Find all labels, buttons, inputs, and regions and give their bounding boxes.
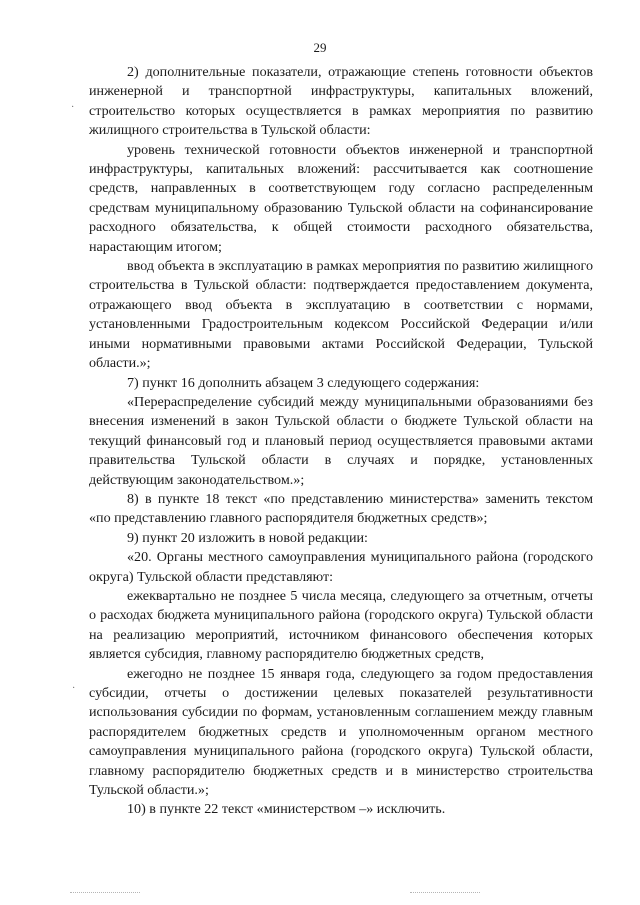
paragraph-technical-readiness: уровень технической готовности объектов инженерной и транспортной инфраструктуры, капитальных вложений: рассчитывается как соотношение средств, направленных в соответствующем году согласно распределенным средствам муниципальному образованию Тульской области на софинансирование расходного обязательства, к общей стоимости расходного обязательства, нарастающим итогом;: [89, 141, 593, 255]
page-number: 29: [313, 40, 327, 55]
scan-edge-noise: [70, 892, 140, 894]
paragraph-quarterly-reports: ежеквартально не позднее 5 числа месяца, следующего за отчетным, отчеты о расходах бюджета муниципального района (городского округа) Тульской области на реализацию мероприятий, источником финансового обеспечения которых является субсидия, главному распорядителю бюджетных средств,: [89, 587, 593, 663]
paragraph-item-2: 2) дополнительные показатели, отражающие степень готовности объектов инженерной и транспортной инфраструктуры, капитальных вложений, строительство которых осуществляется в рамках мероприятия по развитию жилищного строительства в Тульской области:: [89, 64, 593, 139]
paragraph-item-8: 8) в пункте 18 текст «по представлению министерства» заменить текстом «по представлению главного распорядителя бюджетных средств»;: [89, 490, 593, 527]
paragraph-commissioning: ввод объекта в эксплуатацию в рамках мероприятия по развитию жилищного строительства в Тульской области: подтверждается предоставлением документа, отражающего ввод объекта в эксплуатацию в соответствии с нормами, установленными Градостроительным кодексом Российской Федерации и/или иными нормативными правовыми актами Российской Федерации, Тульской области.»;: [89, 258, 593, 372]
scan-speck: ·: [71, 102, 75, 113]
scan-speck: ·: [72, 683, 76, 694]
paragraph-item-9: 9) пункт 20 изложить в новой редакции:: [127, 529, 368, 546]
paragraph-item-10: 10) в пункте 22 текст «министерством –» исключить.: [127, 801, 446, 818]
scan-edge-noise: [410, 892, 480, 894]
paragraph-annual-reports: ежегодно не позднее 15 января года, следующего за годом предоставления субсидии, отчеты о достижении целевых показателей результативности использования субсидии по формам, установленным соглашением между главным распорядителем бюджетных средств и уполномоченным органом местного самоуправления муниципального района (городского округа) Тульской области, главному распорядителю бюджетных средств и в министерство строительства Тульской области.»;: [89, 665, 593, 799]
document-body: [89, 63, 593, 820]
paragraph-redistribution: «Перераспределение субсидий между муниципальными образованиями без внесения изменений в закон Тульской области о бюджете Тульской области на текущий финансовый год и плановый период осуществляется правовыми актами правительства Тульской области в случаях и порядке, установленных действующим законодательством.»;: [89, 393, 593, 488]
paragraph-item-7: 7) пункт 16 дополнить абзацем 3 следующего содержания:: [127, 374, 480, 391]
paragraph-clause-20: «20. Органы местного самоуправления муниципального района (городского округа) Тульской области представляют:: [89, 549, 593, 585]
